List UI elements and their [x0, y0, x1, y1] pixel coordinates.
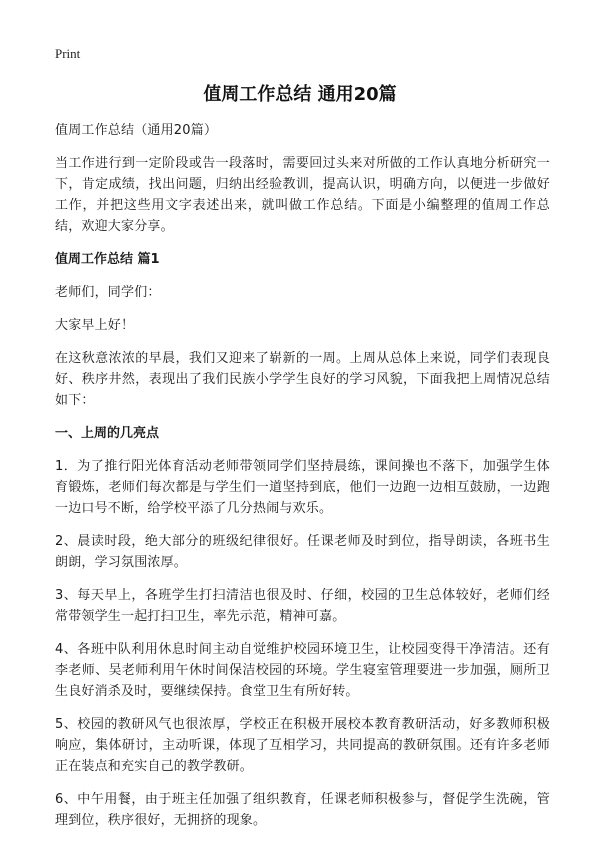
highlight-item: 6、中午用餐，由于班主任加强了组织教育，任课老师积极参与，督促学生洗碗，管理到位，秩序很好，无拥挤的现象。 [55, 792, 550, 828]
highlight-item: 4、各班中队利用休息时间主动自觉维护校园环境卫生，让校园变得干净清洁。还有李老师、吴老师利用午休时间保洁校园的环境。学生寝室管理要进一步加强，厕所卫生良好消杀及时，要继续保持。食堂卫生有所好转。 [55, 642, 550, 699]
page-title: 值周工作总结 通用20篇 [203, 84, 397, 105]
highlights-heading: 一、上周的几亮点 [55, 426, 160, 441]
highlight-item: 2、晨读时段，绝大部分的班级纪律很好。任课老师及时到位，指导朗读，各班书生朗朗，学习氛围浓厚。 [55, 534, 550, 570]
document-body [55, 120, 550, 843]
highlight-item: 3、每天早上，各班学生打扫清洁也很及时、仔细，校园的卫生总体较好，老师们经常带领学生一起打扫卫生，率先示范，精神可嘉。 [55, 588, 550, 624]
overview-paragraph: 在这秋意浓浓的早晨，我们又迎来了崭新的一周。上周从总体上来说，同学们表现良好、秩序井然，表现出了我们民族小学学生良好的学习风貌，下面我把上周情况总结如下： [55, 351, 550, 408]
morning-greeting: 大家早上好！ [55, 318, 135, 333]
document-subtitle: 值周工作总结（通用20篇） [55, 123, 218, 138]
greeting-line: 老师们，同学们： [55, 285, 161, 300]
print-link[interactable]: Print [55, 46, 81, 61]
section-heading: 值周工作总结 篇1 [55, 252, 160, 267]
intro-paragraph: 当工作进行到一定阶段或告一段落时，需要回过头来对所做的工作认真地分析研究一下，肯定成绩，找出问题，归纳出经验教训，提高认识，明确方向，以便进一步做好工作，并把这些用文字表述出来，就叫做工作总结。下面是小编整理的值周工作总结，欢迎大家分享。 [55, 156, 550, 234]
highlight-item: 1．为了推行阳光体育活动老师带领同学们坚持晨练，课间操也不落下，加强学生体育锻炼，老师们每次都是与学生们一道坚持到底，他们一边跑一边相互鼓励，一边跑一边口号不断，给学校平添了几分热闹与欢乐。 [55, 459, 550, 516]
highlight-item: 5、校园的教研风气也很浓厚，学校正在积极开展校本教育教研活动，好多教师积极响应，集体研讨，主动听课，体现了互相学习，共同提高的教研氛围。还有许多老师正在装点和充实自己的教学教研。 [55, 717, 550, 774]
